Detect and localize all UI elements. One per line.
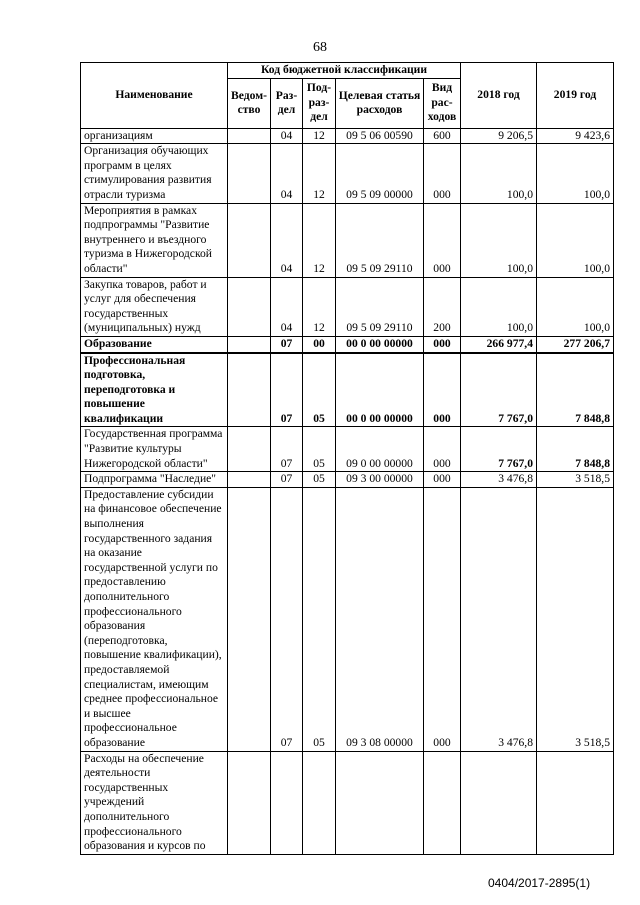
cell-vid: 000 (424, 472, 461, 488)
cell-2019: 9 423,6 (537, 128, 614, 144)
cell-vid: 000 (424, 427, 461, 472)
cell-name: Предоставление субсидии на финансовое обеспечение выполнения государственного задания на оказание государственной услуги по предоставлению дополнительного профессионального образования (переподготовка, повышение квалификации), предоставляемой специалистам, имеющим среднее профессиональное и высшее профессиональное образование (81, 487, 228, 751)
budget-table (80, 62, 614, 855)
table-row (81, 277, 614, 336)
cell-podrazdel: 12 (303, 203, 336, 277)
cell-celevaya: 09 0 00 00000 (336, 427, 424, 472)
header-vid: Вид рас-ходов (424, 78, 461, 128)
cell-2019: 277 206,7 (537, 336, 614, 352)
cell-vedomstvo (228, 427, 271, 472)
cell-name: Профессиональная подготовка, переподготовка и повышение квалификации (81, 353, 228, 427)
cell-celevaya: 09 5 09 00000 (336, 144, 424, 203)
cell-2018: 100,0 (461, 144, 537, 203)
cell-vedomstvo (228, 751, 271, 854)
cell-razdel: 07 (271, 427, 303, 472)
cell-2019: 100,0 (537, 277, 614, 336)
cell-2018: 100,0 (461, 203, 537, 277)
table-row (81, 203, 614, 277)
cell-name: Закупка товаров, работ и услуг для обеспечения государственных (муниципальных) нужд (81, 277, 228, 336)
cell-celevaya: 00 0 00 00000 (336, 336, 424, 352)
cell-2019: 3 518,5 (537, 472, 614, 488)
cell-podrazdel: 12 (303, 144, 336, 203)
cell-2018: 3 476,8 (461, 472, 537, 488)
cell-2018: 3 476,8 (461, 487, 537, 751)
cell-vid: 600 (424, 128, 461, 144)
cell-name: Расходы на обеспечение деятельности государственных учреждений дополнительного профессионального образования и курсов по (81, 751, 228, 854)
header-code-group: Код бюджетной классификации (228, 63, 461, 79)
cell-celevaya: 09 5 09 29110 (336, 277, 424, 336)
cell-razdel: 04 (271, 277, 303, 336)
cell-podrazdel: 05 (303, 353, 336, 427)
table-row (81, 128, 614, 144)
cell-2019: 100,0 (537, 203, 614, 277)
table-row (81, 336, 614, 352)
header-name: Наименование (81, 63, 228, 129)
header-vedomstvo: Ведом-ство (228, 78, 271, 128)
cell-vid: 200 (424, 277, 461, 336)
cell-celevaya: 00 0 00 00000 (336, 353, 424, 427)
cell-podrazdel (303, 751, 336, 854)
header-2019: 2019 год (537, 63, 614, 129)
cell-2018: 7 767,0 (461, 427, 537, 472)
cell-2019: 3 518,5 (537, 487, 614, 751)
cell-name: организациям (81, 128, 228, 144)
cell-celevaya: 09 3 00 00000 (336, 472, 424, 488)
cell-podrazdel: 00 (303, 336, 336, 352)
cell-vedomstvo (228, 144, 271, 203)
cell-razdel: 04 (271, 203, 303, 277)
cell-vid: 000 (424, 336, 461, 352)
cell-razdel: 04 (271, 128, 303, 144)
document-id: 0404/2017-2895(1) (488, 876, 591, 890)
cell-2019: 7 848,8 (537, 427, 614, 472)
cell-vedomstvo (228, 203, 271, 277)
table-row (81, 487, 614, 751)
cell-podrazdel: 05 (303, 487, 336, 751)
cell-2018 (461, 751, 537, 854)
table-row (81, 353, 614, 427)
cell-name: Государственная программа "Развитие культуры Нижегородской области" (81, 427, 228, 472)
cell-podrazdel: 12 (303, 277, 336, 336)
cell-name: Организация обучающих программ в целях стимулирования развития отрасли туризма (81, 144, 228, 203)
cell-name: Мероприятия в рамках подпрограммы "Развитие внутреннего и въездного туризма в Нижегородской области" (81, 203, 228, 277)
header-razdel: Раз-дел (271, 78, 303, 128)
cell-vedomstvo (228, 277, 271, 336)
cell-celevaya: 09 3 08 00000 (336, 487, 424, 751)
cell-vedomstvo (228, 487, 271, 751)
cell-razdel: 07 (271, 336, 303, 352)
table-row (81, 427, 614, 472)
cell-celevaya: 09 5 09 29110 (336, 203, 424, 277)
header-celevaya: Целевая статья расходов (336, 78, 424, 128)
cell-2018: 100,0 (461, 277, 537, 336)
cell-vid (424, 751, 461, 854)
cell-podrazdel: 05 (303, 472, 336, 488)
header-podrazdel: Под-раз-дел (303, 78, 336, 128)
cell-2018: 9 206,5 (461, 128, 537, 144)
cell-razdel: 07 (271, 353, 303, 427)
cell-name: Подпрограмма "Наследие" (81, 472, 228, 488)
header-row-top (81, 63, 614, 79)
cell-vid: 000 (424, 487, 461, 751)
cell-razdel (271, 751, 303, 854)
cell-2018: 266 977,4 (461, 336, 537, 352)
cell-vid: 000 (424, 144, 461, 203)
cell-vedomstvo (228, 353, 271, 427)
header-2018: 2018 год (461, 63, 537, 129)
cell-name: Образование (81, 336, 228, 352)
cell-2019 (537, 751, 614, 854)
cell-vedomstvo (228, 336, 271, 352)
cell-2018: 7 767,0 (461, 353, 537, 427)
table-row (81, 751, 614, 854)
cell-podrazdel: 05 (303, 427, 336, 472)
cell-razdel: 04 (271, 144, 303, 203)
cell-vedomstvo (228, 128, 271, 144)
cell-2019: 100,0 (537, 144, 614, 203)
cell-podrazdel: 12 (303, 128, 336, 144)
cell-2019: 7 848,8 (537, 353, 614, 427)
table-row (81, 472, 614, 488)
cell-vid: 000 (424, 203, 461, 277)
cell-razdel: 07 (271, 487, 303, 751)
cell-vedomstvo (228, 472, 271, 488)
cell-vid: 000 (424, 353, 461, 427)
cell-razdel: 07 (271, 472, 303, 488)
cell-celevaya (336, 751, 424, 854)
page-number: 68 (313, 40, 327, 55)
table-row (81, 144, 614, 203)
cell-celevaya: 09 5 06 00590 (336, 128, 424, 144)
